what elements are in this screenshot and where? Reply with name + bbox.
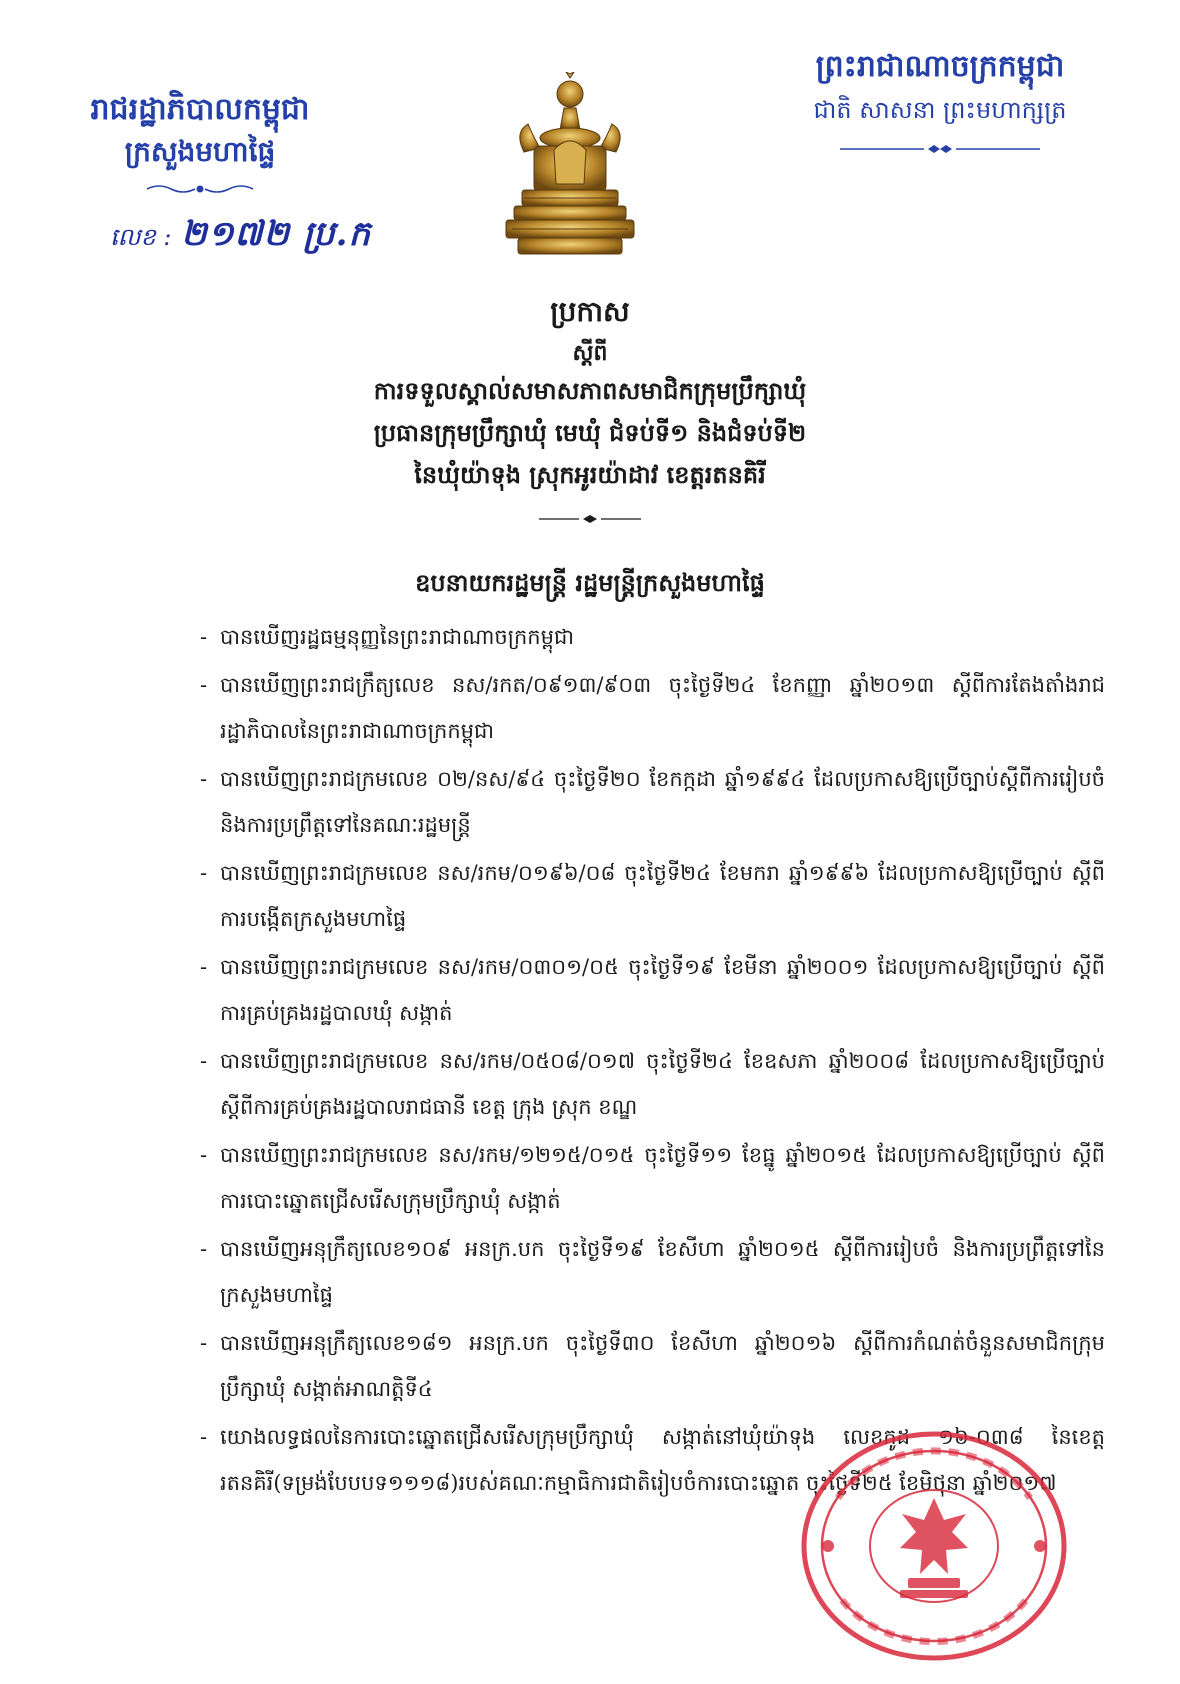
list-item: - បានឃើញព្រះរាជក្រមលេខ ០២/នស/៩៤ ចុះថ្ងៃទី២០ ខែកក្កដា ឆ្នាំ១៩៩៤ ដែលប្រកាសឱ្យប្រើច្បាប់ស្តីពីការរៀបចំ និងការប្រព្រឹត្តទៅនៃគណៈរដ្ឋមន្ត្រី <box>200 767 1105 837</box>
ornament-line-icon <box>840 144 1040 154</box>
title-subject-3: នៃឃុំយ៉ាទុង ស្រុកអូរយ៉ាដាវ ខេត្តរតនគិរី <box>414 460 766 489</box>
reference-label: លេខ : <box>110 223 172 251</box>
reference-number <box>110 212 371 262</box>
list-item: - បានឃើញព្រះរាជក្រមលេខ នស/រកម/០៣០១/០៥ ចុះថ្ងៃទី១៩ ខែមីនា ឆ្នាំ២០០១ ដែលប្រកាសឱ្យប្រើច្បាប់ ស្តីពីការគ្រប់គ្រងរដ្ឋបាលឃុំ សង្កាត់ <box>200 955 1105 1025</box>
list-item: - បានឃើញព្រះរាជក្រមលេខ នស/រកម/០៥០៨/០១៧ ចុះថ្ងៃទី២៤ ខែឧសភា ឆ្នាំ២០០៨ ដែលប្រកាសឱ្យប្រើច្បាប់ ស្តីពីការគ្រប់គ្រងរដ្ឋបាលរាជធានី ខេត្ត ក្រុង ស្រុក ខណ្ឌ <box>200 1049 1105 1119</box>
reference-value: ២១៧២ ប្រ.ក <box>180 214 372 254</box>
title-subject-1: ការទទួលស្គាល់សមាសភាពសមាជិកក្រុមប្រឹក្សាឃុំ <box>373 376 807 405</box>
list-item: - យោងលទ្ធផលនៃការបោះឆ្នោតជ្រើសរើសក្រុមប្រឹក្សាឃុំ សង្កាត់នៅឃុំយ៉ាទុង លេខកូដ ១៦-០៣៨ នៃខេត្តរតនគិរី(ទម្រង់បែបបទ១១១៨)របស់គណៈកម្មាធិការជាតិរៀបចំការបោះឆ្នោត ចុះថ្ងៃទី២៥ ខែមិថុនា ឆ្នាំ២០១៧ <box>200 1425 1105 1495</box>
title-divider-icon <box>535 514 645 524</box>
ministry-name: ក្រសួងមហាផ្ទៃ <box>124 135 276 168</box>
royal-emblem-icon <box>484 72 656 262</box>
national-motto: ជាតិ សាសនា ព្រះមហាក្សត្រ <box>813 96 1067 124</box>
list-item: - បានឃើញអនុក្រឹត្យលេខ១០៩ អនក្រ.បក ចុះថ្ងៃទី១៩ ខែសីហា ឆ្នាំ២០១៥ ស្តីពីការរៀបចំ និងការប្រព្រឹត្តទៅនៃក្រសួងមហាផ្ទៃ <box>200 1237 1105 1307</box>
recitals-list <box>200 614 1105 1508</box>
list-item: - បានឃើញអនុក្រឹត្យលេខ១៨១ អនក្រ.បក ចុះថ្ងៃទី៣០ ខែសីហា ឆ្នាំ២០១៦ ស្តីពីការកំណត់ចំនួនសមាជិកក្រុមប្រឹក្សាឃុំ សង្កាត់អាណត្តិទី៤ <box>200 1331 1105 1401</box>
ministry-seal-stamp-icon <box>798 1428 1070 1664</box>
title-subject-2: ប្រធានក្រុមប្រឹក្សាឃុំ មេឃុំ ជំទប់ទី១ និងជំទប់ទី២ <box>373 418 807 447</box>
government-name: រាជរដ្ឋាភិបាលកម្ពុជា <box>90 92 310 127</box>
kingdom-name: ព្រះរាជាណាចក្រកម្ពុជា <box>815 49 1065 84</box>
title-prakas: ប្រកាស <box>550 295 630 328</box>
announcement-title <box>180 288 1000 528</box>
kingdom-header <box>780 44 1100 158</box>
title-regarding: ស្តីពី <box>572 340 608 366</box>
list-item: - បានឃើញព្រះរាជក្រមលេខ នស/រកម/១២១៥/០១៥ ចុះថ្ងៃទី១១ ខែធ្នូ ឆ្នាំ២០១៥ ដែលប្រកាសឱ្យប្រើច្បាប់ ស្តីពីការបោះឆ្នោតជ្រើសរើសក្រុមប្រឹក្សាឃុំ សង្កាត់ <box>200 1143 1105 1213</box>
ornament-divider-icon <box>145 182 255 196</box>
issuer-title: ឧបនាយករដ្ឋមន្ត្រី រដ្ឋមន្ត្រីក្រសួងមហាផ្ទៃ <box>415 568 765 597</box>
list-item: - បានឃើញព្រះរាជក្រឹត្យលេខ នស/រកត/០៩១៣/៩០៣ ចុះថ្ងៃទី២៤ ខែកញ្ញា ឆ្នាំ២០១៣ ស្តីពីការតែងតាំងរាជរដ្ឋាភិបាលនៃព្រះរាជាណាចក្រកម្ពុជា <box>200 673 1105 743</box>
list-item: - បានឃើញព្រះរាជក្រមលេខ នស/រកម/០១៩៦/០៨ ចុះថ្ងៃទី២៤ ខែមករា ឆ្នាំ១៩៩៦ ដែលប្រកាសឱ្យប្រើច្បាប់ ស្តីពីការបង្កើតក្រសួងមហាផ្ទៃ <box>200 861 1105 931</box>
ministry-header <box>70 88 330 200</box>
list-item: - បានឃើញរដ្ឋធម្មនុញ្ញនៃព្រះរាជាណាចក្រកម្ពុជា <box>200 625 574 649</box>
